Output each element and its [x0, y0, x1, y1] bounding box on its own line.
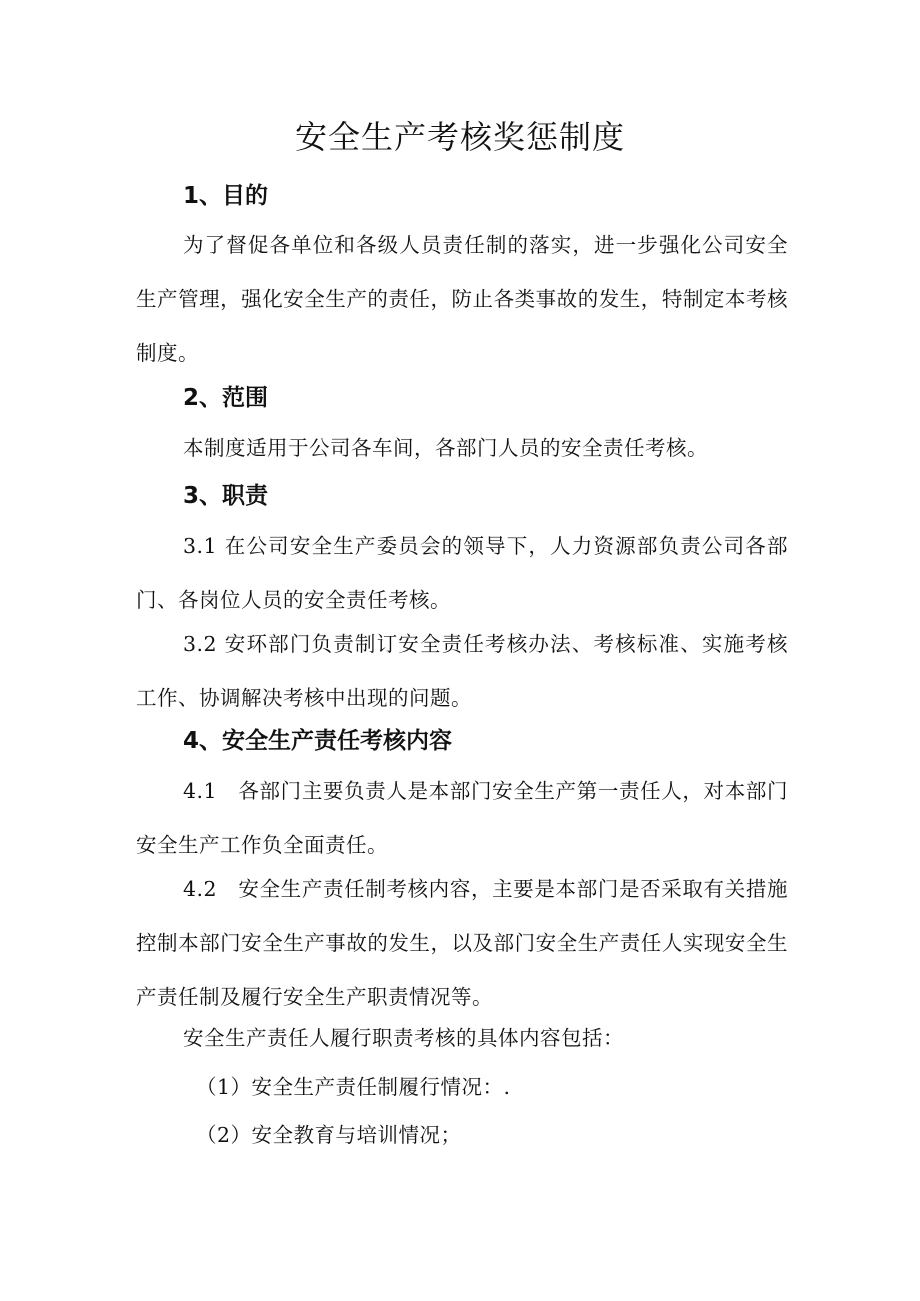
section-paragraph-content-4-1: 4.1 各部门主要负责人是本部门安全生产第一责任人，对本部门安全生产工作负全面责任。 [136, 779, 788, 857]
section-heading-assessment-content: 4、安全生产责任考核内容 [183, 728, 453, 754]
section-paragraph-duty-3-1: 3.1 在公司安全生产委员会的领导下，人力资源部负责公司各部门、各岗位人员的安全责任考核。 [136, 534, 788, 612]
list-item: （1）安全生产责任制履行情况：. [196, 1075, 511, 1099]
section-paragraph-content-4-2: 4.2 安全生产责任制考核内容，主要是本部门是否采取有关措施控制本部门安全生产事故的发生，以及部门安全生产责任人实现安全生产责任制及履行安全生产职责情况等。 [136, 877, 788, 1009]
list-item: （2）安全教育与培训情况； [196, 1123, 462, 1147]
section-heading-duties: 3、职责 [183, 483, 269, 509]
section-paragraph-purpose: 为了督促各单位和各级人员责任制的落实，进一步强化公司安全生产管理，强化安全生产的责任，防止各类事故的发生，特制定本考核制度。 [136, 233, 788, 365]
section-paragraph-duty-3-2: 3.2 安环部门负责制订安全责任考核办法、考核标准、实施考核工作、协调解决考核中出现的问题。 [136, 632, 788, 710]
section-heading-purpose: 1、目的 [183, 183, 269, 209]
document-title: 安全生产考核奖惩制度 [294, 118, 625, 156]
section-heading-scope: 2、范围 [183, 385, 269, 411]
section-paragraph-content-intro: 安全生产责任人履行职责考核的具体内容包括： [183, 1026, 624, 1050]
section-paragraph-scope: 本制度适用于公司各车间，各部门人员的安全责任考核。 [183, 436, 708, 460]
